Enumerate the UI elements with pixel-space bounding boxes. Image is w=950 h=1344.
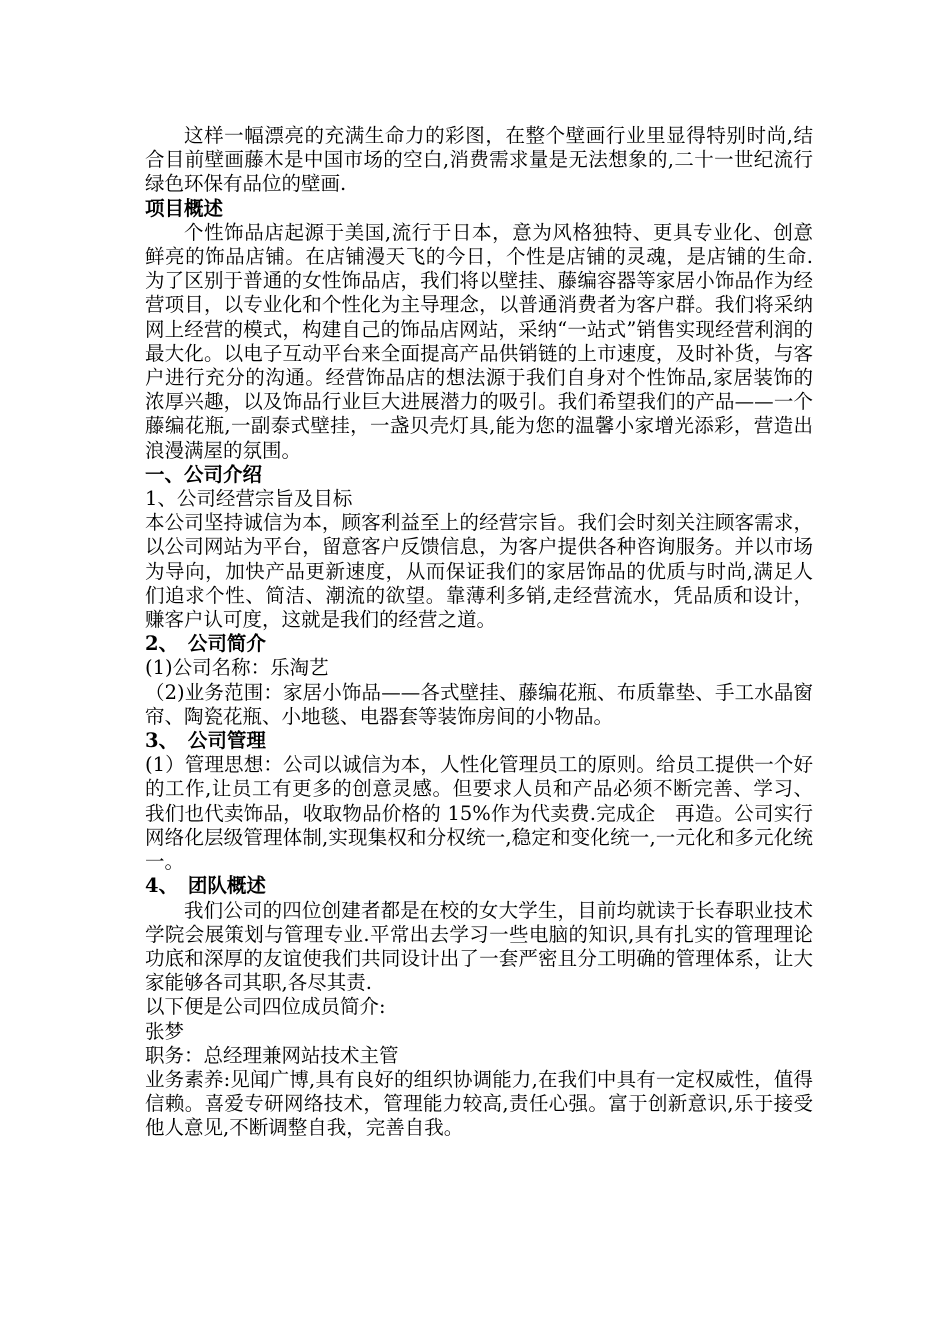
company-name-line: (1)公司名称：乐淘艺 [145, 656, 329, 680]
business-scope-paragraph: （2)业务范围：家居小饰品——各式壁挂、藤编花瓶、布质靠垫、手工水晶窗帘、陶瓷花瓶、小地毯、电器套等装饰房间的小物品。 [145, 680, 813, 728]
company-management-heading: 3、 公司管理 [145, 729, 266, 753]
team-overview-heading: 4、 团队概述 [145, 874, 266, 898]
member-role: 职务：总经理兼网站技术主管 [145, 1043, 399, 1067]
company-profile-heading: 2、 公司简介 [145, 632, 266, 656]
project-overview-paragraph: 个性饰品店起源于美国,流行于日本，意为风格独特、更具专业化、创意鲜亮的饰品店铺。在店铺漫天飞的今日，个性是店铺的灵魂，是店铺的生命.为了区别于普通的女性饰品店，我们将以壁挂、藤编容器等家居小饰品作为经营项目，以专业化和个性化为主导理念，以普通消费者为客户群。我们将采纳网上经营的模式，构建自己的饰品店网站，采纳“一站式”销售实现经营利润的最大化。以电子互动平台来全面提高产品供销链的上市速度，及时补货，与客户进行充分的沟通。经营饰品店的想法源于我们自身对个性饰品,家居装饰的浓厚兴趣，以及饰品行业巨大进展潜力的吸引。我们希望我们的产品——一个藤编花瓶,一副泰式壁挂，一盏贝壳灯具,能为您的温馨小家增光添彩，营造出浪漫满屋的氛围。 [145, 220, 813, 462]
team-overview-paragraph: 我们公司的四位创建者都是在校的女大学生，目前均就读于长春职业技术学院会展策划与管理专业.平常出去学习一些电脑的知识,具有扎实的管理理论功底和深厚的友谊使我们共同设计出了一套严密且分工明确的管理体系，让大家能够各司其职,各尽其责. [145, 898, 813, 995]
member-name: 张梦 [145, 1019, 185, 1043]
management-paragraph: (1）管理思想：公司以诚信为本，人性化管理员工的原则。给员工提供一个好的工作,让员工有更多的创意灵感。但要求人员和产品必须不断完善、学习、我们也代卖饰品，收取物品价格的 15%作为代卖费.完成企 再造。公司实行网络化层级管理体制,实现集权和分权统一,稳定和变化统一,一元化和多元化统一。 [145, 753, 813, 874]
company-purpose-paragraph: 本公司坚持诚信为本，顾客利益至上的经营宗旨。我们会时刻关注顾客需求，以公司网站为平台，留意客户反馈信息，为客户提供各种咨询服务。并以市场为导向，加快产品更新速度，从而保证我们的家居饰品的优质与时尚,满足人们追求个性、简洁、潮流的欲望。靠薄利多销,走经营流水，凭品质和设计，赚客户认可度，这就是我们的经营之道。 [145, 511, 813, 632]
project-overview-heading: 项目概述 [145, 196, 224, 220]
member-quality-paragraph: 业务素养:见闻广博,具有良好的组织协调能力,在我们中具有一定权威性，值得信赖。喜爱专研网络技术，管理能力较高,责任心强。富于创新意识,乐于接受他人意见,不断调整自我，完善自我。 [145, 1067, 813, 1140]
document-page [145, 124, 813, 1141]
company-intro-heading: 一、公司介绍 [145, 462, 263, 486]
intro-paragraph: 这样一幅漂亮的充满生命力的彩图，在整个壁画行业里显得特别时尚,结合目前壁画藤木是中国市场的空白,消费需求量是无法想象的,二十一世纪流行绿色环保有品位的壁画. [145, 124, 813, 196]
company-purpose-heading: 1、公司经营宗旨及目标 [145, 487, 353, 511]
members-intro-line: 以下便是公司四位成员简介: [145, 995, 386, 1019]
